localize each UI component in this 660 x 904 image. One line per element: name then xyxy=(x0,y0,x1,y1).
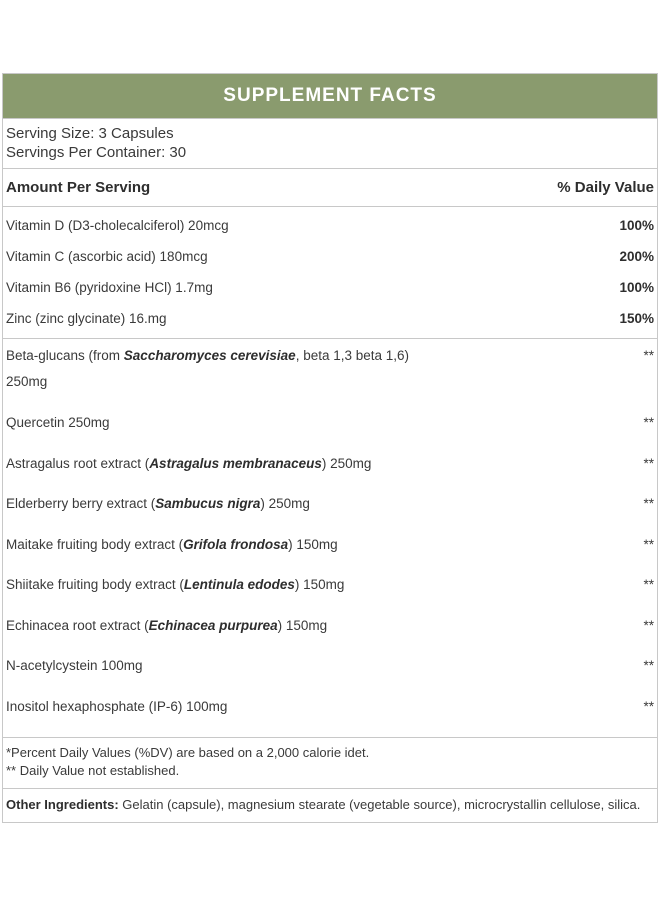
ingredient-name xyxy=(6,343,426,409)
ingredient-row xyxy=(3,409,657,450)
ingredient-dv: ** xyxy=(643,617,654,633)
nutrient-dv: 100% xyxy=(619,218,654,233)
ingredient-name-post: , beta 1,3 beta 1,6) 250mg xyxy=(6,348,410,389)
ingredient-name xyxy=(6,612,327,653)
nutrient-dv: 150% xyxy=(619,311,654,326)
nutrient-dv: 100% xyxy=(619,280,654,295)
ingredient-list xyxy=(3,339,657,738)
scientific-name: Echinacea purpurea xyxy=(148,617,278,633)
ingredient-name xyxy=(6,409,110,450)
serving-size: Serving Size: 3 Capsules xyxy=(6,125,174,142)
ingredient-dv: ** xyxy=(643,496,654,511)
nutrient-name: Vitamin C (ascorbic acid) 180mcg xyxy=(6,249,208,264)
scientific-name: Sambucus nigra xyxy=(155,496,261,511)
vitamin-list xyxy=(3,207,657,339)
ingredient-name-post: ) 250mg xyxy=(321,455,372,471)
footnotes xyxy=(3,738,657,789)
other-ingredients-label: Other Ingredients: xyxy=(6,797,119,812)
column-headers xyxy=(3,169,657,207)
ingredient-dv: ** xyxy=(643,348,654,363)
ingredient-row xyxy=(3,531,657,572)
ingredient-row xyxy=(3,450,657,491)
ingredient-name xyxy=(6,571,344,612)
ingredient-name-pre: N-acetylcystein 100mg xyxy=(6,658,143,673)
ingredient-name-pre: Shiitake fruiting body extract ( xyxy=(6,577,184,592)
vitamin-row xyxy=(3,303,657,334)
scientific-name: Saccharomyces cerevisiae xyxy=(123,348,296,363)
supplement-facts-panel xyxy=(2,73,658,823)
nutrient-name: Zinc (zinc glycinate) 16.mg xyxy=(6,311,167,326)
serving-info xyxy=(3,119,657,169)
ingredient-name xyxy=(6,490,310,531)
other-ingredients-text: Gelatin (capsule), magnesium stearate (vegetable source), microcrystallin cellulose, silica. xyxy=(118,797,641,812)
amount-per-serving-header: Amount Per Serving xyxy=(6,179,151,196)
ingredient-dv: ** xyxy=(643,698,654,714)
ingredient-name-pre: Beta-glucans (from xyxy=(6,348,124,363)
other-ingredients xyxy=(3,789,657,822)
ingredient-row xyxy=(3,490,657,531)
ingredient-row xyxy=(3,571,657,612)
ingredient-name xyxy=(6,693,227,734)
ingredient-name xyxy=(6,531,338,572)
ingredient-name-pre: Maitake fruiting body extract ( xyxy=(6,536,184,552)
ingredient-dv: ** xyxy=(643,415,654,430)
footnote-dv-basis: *Percent Daily Values (%DV) are based on a 2,000 calorie idet. xyxy=(6,745,370,760)
ingredient-name-post: ) 150mg xyxy=(294,577,345,592)
daily-value-header: % Daily Value xyxy=(557,179,654,196)
vitamin-row xyxy=(3,210,657,241)
ingredient-name-post: ) 250mg xyxy=(260,496,310,511)
nutrient-dv: 200% xyxy=(619,249,654,264)
footnote-not-established: ** Daily Value not established. xyxy=(6,763,180,778)
ingredient-row xyxy=(3,693,657,734)
nutrient-name: Vitamin B6 (pyridoxine HCl) 1.7mg xyxy=(6,280,213,295)
ingredient-name-pre: Elderberry berry extract ( xyxy=(6,496,156,511)
ingredient-dv: ** xyxy=(643,455,654,471)
ingredient-row xyxy=(3,612,657,653)
ingredient-name-pre: Astragalus root extract ( xyxy=(6,455,150,471)
nutrient-name: Vitamin D (D3-cholecalciferol) 20mcg xyxy=(6,218,229,233)
ingredient-dv: ** xyxy=(643,536,654,552)
ingredient-name-post: ) 150mg xyxy=(288,536,338,552)
vitamin-row xyxy=(3,241,657,272)
panel-title: SUPPLEMENT FACTS xyxy=(3,74,657,119)
ingredient-row xyxy=(3,652,657,693)
scientific-name: Grifola frondosa xyxy=(183,536,289,552)
ingredient-name-pre: Inositol hexaphosphate (IP-6) 100mg xyxy=(6,698,228,714)
ingredient-name-post: ) 150mg xyxy=(277,617,328,633)
ingredient-dv: ** xyxy=(643,577,654,592)
ingredient-name xyxy=(6,450,371,491)
scientific-name: Lentinula edodes xyxy=(183,577,295,592)
ingredient-name-pre: Echinacea root extract ( xyxy=(6,617,149,633)
ingredient-name xyxy=(6,652,143,693)
ingredient-dv: ** xyxy=(643,658,654,673)
ingredient-name-pre: Quercetin 250mg xyxy=(6,415,110,430)
vitamin-row xyxy=(3,272,657,303)
servings-per-container: Servings Per Container: 30 xyxy=(6,144,187,161)
ingredient-row xyxy=(3,343,657,409)
scientific-name: Astragalus membranaceus xyxy=(149,455,322,471)
